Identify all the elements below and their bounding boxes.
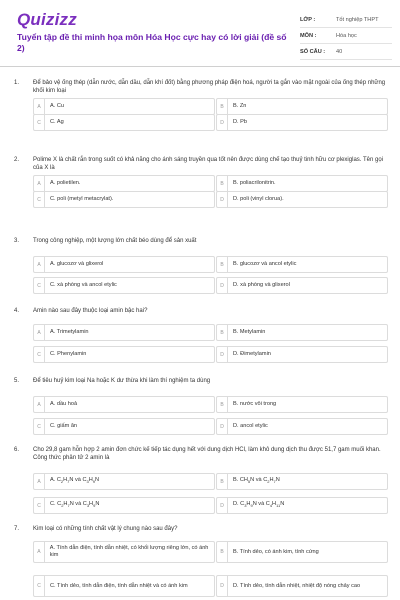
- question-number: 4.: [14, 308, 20, 314]
- answer-option-d[interactable]: [216, 575, 388, 597]
- answer-option-a[interactable]: [33, 175, 215, 192]
- option-text: A. Tính dẫn điện, tính dẫn nhiệt, có khối lượng riêng lớn, có ánh kim: [49, 545, 209, 558]
- option-text: B. Zn: [233, 103, 247, 109]
- option-text: B. Tính dẻo, có ánh kim, tính cứng: [233, 548, 319, 555]
- option-letter: D: [217, 576, 228, 596]
- answer-option-a[interactable]: [33, 98, 215, 115]
- meta-value: Hóa học: [336, 32, 357, 39]
- option-letter: D: [217, 115, 228, 130]
- option-letter: A: [34, 542, 45, 562]
- option-letter: A: [34, 325, 45, 340]
- answer-option-a[interactable]: [33, 324, 215, 341]
- answer-option-c[interactable]: [33, 277, 215, 294]
- question-text: Để bảo vệ ống thép (dẫn nước, dẫn dầu, dẫn khí đốt) bằng phương pháp điện hoá, người ta gắn vào mặt ngoài của ống thép những khối kim loại: [33, 80, 386, 95]
- meta-label: SỐ CÂU :: [300, 48, 326, 55]
- option-text: D. ancol etylic: [233, 423, 268, 429]
- answer-option-b[interactable]: [216, 473, 388, 490]
- answer-option-c[interactable]: [33, 497, 215, 514]
- question-number: 5.: [14, 378, 20, 384]
- answer-option-b[interactable]: [216, 98, 388, 115]
- question-text: Trong công nghiệp, một lượng lớn chất béo dùng để sản xuất: [33, 238, 197, 244]
- worksheet-title: Tuyển tập đề thi minh họa môn Hóa Học cực hay có lời giải (đề số 2): [17, 32, 287, 53]
- option-text: C. Ag: [50, 119, 64, 125]
- option-letter: C: [34, 576, 45, 596]
- option-letter: B: [217, 325, 228, 340]
- option-text: B. glucozơ và ancol etylic: [233, 261, 297, 267]
- option-letter: B: [217, 542, 228, 562]
- question-number: 7.: [14, 526, 20, 532]
- option-letter: A: [34, 99, 45, 114]
- option-text: B. poliacrilonitrin.: [233, 180, 276, 186]
- question-number: 6.: [14, 447, 20, 453]
- option-letter: A: [34, 257, 45, 272]
- option-letter: A: [34, 474, 45, 489]
- meta-row-subject: [300, 28, 392, 44]
- option-letter: B: [217, 176, 228, 191]
- option-text: C. Tính dẻo, tính dẫn điện, tính dẫn nhiệt và có ánh kim: [50, 582, 188, 589]
- question-text: Cho 29,8 gam hỗn hợp 2 amin đơn chức kế tiếp tác dụng hết với dung dịch HCl, làm khô dung dịch thu được 51,7 gam muối khan. Công thức phân tử 2 amin là: [33, 447, 381, 462]
- option-text: D. Tính dẻo, tính dẫn nhiệt, nhiệt độ nóng chảy cao: [233, 582, 361, 589]
- meta-row-class: [300, 12, 392, 28]
- option-letter: D: [217, 278, 228, 293]
- answer-option-a[interactable]: [33, 473, 215, 490]
- answer-option-c[interactable]: [33, 575, 215, 597]
- answer-option-c[interactable]: [33, 418, 215, 435]
- answer-option-d[interactable]: [216, 277, 388, 294]
- meta-row-count: [300, 44, 392, 60]
- meta-value: 40: [336, 48, 343, 55]
- header-divider: [0, 66, 400, 67]
- option-text: C. poli (metyl metacrylat).: [50, 196, 114, 202]
- option-letter: A: [34, 176, 45, 191]
- answer-option-b[interactable]: [216, 175, 388, 192]
- worksheet-header: [0, 0, 400, 66]
- option-text: A. $C_2H_7N$ và $C_3H_9N$: [50, 477, 100, 485]
- option-letter: A: [34, 397, 45, 412]
- question-number: 1.: [14, 80, 20, 86]
- option-letter: D: [217, 347, 228, 362]
- option-text: C. giấm ăn: [50, 423, 78, 429]
- option-letter: D: [217, 498, 228, 513]
- option-text: C. Phenylamin: [50, 351, 87, 357]
- meta-label: LỚP :: [300, 16, 316, 23]
- option-text: D. xà phòng và glixerol: [233, 282, 290, 288]
- answer-option-b[interactable]: [216, 396, 388, 413]
- option-letter: C: [34, 498, 45, 513]
- question-text: Amin nào sau đây thuộc loại amin bậc hai?: [33, 308, 148, 314]
- option-letter: B: [217, 397, 228, 412]
- meta-value: Tốt nghiệp THPT: [336, 16, 379, 23]
- option-letter: C: [34, 278, 45, 293]
- question-text: Polime X là chất rắn trong suốt có khả năng cho ánh sáng truyền qua tốt nên được dùng chế tạo thuỷ tinh hữu cơ plexiglas. Tên gọi của X là: [33, 157, 384, 172]
- question-text: Kim loại có những tính chất vật lý chung nào sau đây?: [33, 526, 178, 532]
- option-letter: C: [34, 115, 45, 130]
- option-letter: D: [217, 419, 228, 434]
- answer-option-c[interactable]: [33, 346, 215, 363]
- option-letter: D: [217, 192, 228, 207]
- answer-option-c[interactable]: [33, 191, 215, 208]
- option-text: D. $C_3H_9N$ và $C_4H_{11}N$: [233, 501, 285, 509]
- option-text: A. polietilen.: [50, 180, 81, 186]
- question-text: Để tiêu huỷ kim loại Na hoặc K dư thừa khi làm thí nghiệm ta dùng: [33, 378, 211, 384]
- option-text: B. $CH_5N$ và $C_2H_7N$: [233, 477, 280, 485]
- question-number: 3.: [14, 238, 20, 244]
- option-text: D. Đimetylamin: [233, 351, 271, 357]
- answer-option-d[interactable]: [216, 346, 388, 363]
- answer-option-d[interactable]: [216, 418, 388, 435]
- answer-option-c[interactable]: [33, 114, 215, 131]
- answer-option-b[interactable]: [216, 324, 388, 341]
- option-letter: B: [217, 474, 228, 489]
- answer-option-d[interactable]: [216, 114, 388, 131]
- answer-option-a[interactable]: [33, 396, 215, 413]
- option-text: A. Cu: [50, 103, 64, 109]
- answer-option-b[interactable]: [216, 256, 388, 273]
- option-text: D. poli (vinyl clorua).: [233, 196, 284, 202]
- option-text: D. Pb: [233, 119, 247, 125]
- quizizz-logo: Quizizz: [17, 10, 77, 29]
- answer-option-d[interactable]: [216, 191, 388, 208]
- option-text: A. glucozơ và glixerol: [50, 261, 104, 267]
- option-letter: C: [34, 419, 45, 434]
- option-text: B. nước vôi trong: [233, 401, 277, 407]
- option-text: A. Trimetylamin: [50, 329, 89, 335]
- option-letter: B: [217, 99, 228, 114]
- meta-info: [300, 12, 392, 60]
- meta-label: MÔN :: [300, 32, 317, 39]
- option-text: B. Metylamin: [233, 329, 266, 335]
- option-text: A. dầu hoả: [50, 401, 78, 407]
- option-letter: C: [34, 192, 45, 207]
- option-letter: B: [217, 257, 228, 272]
- option-text: C. $C_2H_7N$ và $C_3H_9N$: [50, 501, 100, 509]
- answer-option-a[interactable]: [33, 256, 215, 273]
- question-number: 2.: [14, 157, 20, 163]
- answer-option-d[interactable]: [216, 497, 388, 514]
- answer-option-b[interactable]: [216, 541, 388, 563]
- option-letter: C: [34, 347, 45, 362]
- option-text: C. xà phòng và ancol etylic: [50, 282, 117, 288]
- answer-option-a[interactable]: [33, 541, 215, 563]
